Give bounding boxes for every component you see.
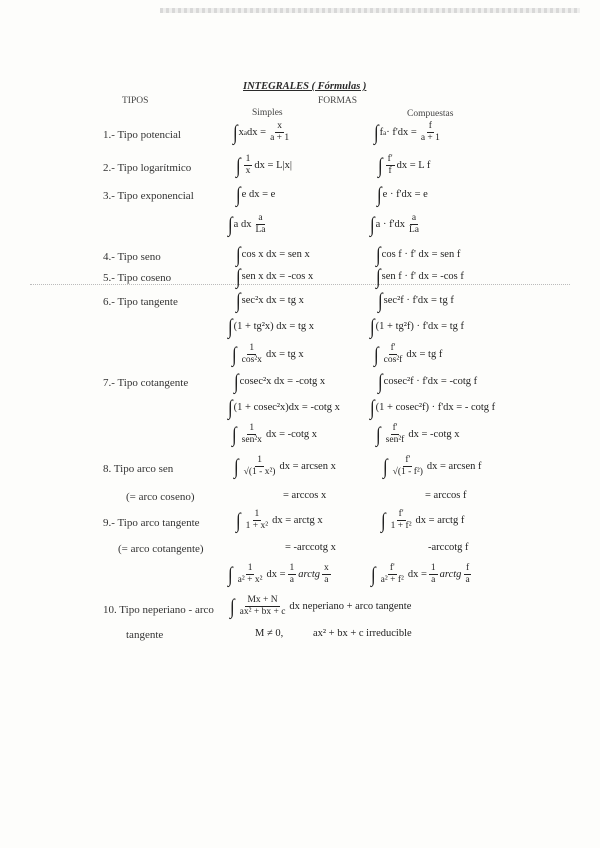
- fraction: Mx + N ax² + bx + c: [239, 595, 286, 617]
- formula-compuesta-cotangente: [378, 369, 478, 394]
- row-label-exponencial: 3.- Tipo exponencial: [103, 190, 194, 202]
- formula-compuesta-logaritmico: [378, 154, 430, 177]
- row-label-neperiano: 10. Tipo neperiano - arco: [103, 604, 214, 616]
- term: a dx: [233, 219, 252, 230]
- integral-sign: ∫: [233, 120, 238, 145]
- formula-compuesta-tangente: [378, 288, 454, 313]
- term: dx = L|x|: [254, 160, 292, 171]
- row-label-arcotangente: 9.- Tipo arco tangente: [103, 517, 200, 529]
- exp: a: [243, 128, 248, 137]
- integral-sign: ∫: [374, 120, 379, 145]
- formula-neperiano: [230, 595, 411, 618]
- fraction: 1 1 + x²: [245, 509, 269, 531]
- integral-sign: ∫: [230, 594, 235, 619]
- term: a · f'dx: [375, 219, 405, 230]
- fraction: $\frac{1}{a}$: [430, 563, 436, 585]
- integral-sign: ∫: [228, 212, 233, 237]
- integral-sign: ∫: [370, 212, 375, 237]
- term: cos f · f' dx = sen f: [381, 249, 461, 260]
- formula-simple-exponencial-a: [228, 213, 270, 236]
- fraction: f a: [465, 563, 470, 585]
- term: dx = L f: [396, 160, 431, 171]
- term: dx =: [266, 569, 286, 580]
- integral-sign: ∫: [377, 182, 382, 207]
- fraction: f' √(1 - f²): [392, 455, 423, 477]
- term: sen x dx = -cos x: [241, 271, 314, 282]
- term: dx = arcsen f: [426, 461, 482, 472]
- formula-compuesta-cotangente-3: [376, 423, 459, 446]
- fraction: x a: [324, 563, 329, 585]
- term: dx neperiano + arco tangente: [289, 601, 412, 612]
- term: dx = tg f: [406, 349, 443, 360]
- header-simples: Simples: [252, 108, 283, 118]
- formula-simple-exponencial: [236, 182, 276, 207]
- term: x: [238, 127, 244, 138]
- formula-simple-arcosen: [234, 455, 336, 478]
- integral-sign: ∫: [228, 314, 233, 339]
- integral-sign: ∫: [381, 508, 386, 533]
- term: cos x dx = sen x: [241, 249, 310, 260]
- header-formas: FORMAS: [318, 96, 358, 106]
- term: dx = arctg x: [272, 515, 323, 526]
- formula-simple-potencial: [233, 121, 293, 144]
- formula-compuesta-tangente-3: [374, 343, 442, 366]
- formula-simple-coseno: [236, 264, 314, 289]
- formula-compuesta-arccotg: -arccotg f: [428, 542, 469, 553]
- formula-compuesta-arcosen: [383, 455, 482, 478]
- row-label-neperiano-2: tangente: [126, 629, 164, 641]
- integral-sign: ∫: [371, 562, 376, 587]
- fraction: $\frac{f}{a + 1}$: [420, 121, 440, 143]
- fraction: $\frac{1}{a}$: [289, 563, 295, 585]
- formula-simple-cotangente-2: [228, 395, 340, 420]
- formula-simple-tangente-3: [232, 343, 304, 366]
- row-label-arcosen: 8. Tipo arco sen: [103, 463, 174, 475]
- fraction: 1 cos²x: [241, 343, 262, 365]
- row-sublabel-arcocotangente: (= arco cotangente): [118, 543, 204, 555]
- integral-sign: ∫: [234, 369, 239, 394]
- fraction: f' cos²f: [383, 343, 403, 365]
- row-label-potencial: 1.- Tipo potencial: [103, 129, 181, 141]
- row-sublabel-arcocoseno: (= arco coseno): [126, 491, 195, 503]
- integral-sign: ∫: [234, 454, 239, 479]
- integral-sign: ∫: [232, 422, 237, 447]
- condition-m: M ≠ 0,: [255, 628, 284, 639]
- row-label-logaritmico: 2.- Tipo logarítmico: [103, 162, 192, 174]
- formula-simple-seno: [236, 242, 310, 267]
- exp: a: [383, 128, 387, 137]
- fraction: 1 √(1 - x²): [243, 455, 276, 477]
- term: (1 + tg²x) dx = tg x: [233, 321, 314, 332]
- fraction: 1 x: [245, 154, 251, 176]
- formula-simple-arcotangente: [236, 509, 323, 532]
- fraction: $\frac{x}{a + 1}$: [270, 121, 290, 143]
- condition-irreducible: ax² + bx + c irreducible: [313, 628, 412, 639]
- term: cosec²f · f'dx = -cotg f: [383, 376, 478, 387]
- formula-compuesta-arcotangente-a: [371, 563, 474, 586]
- fraction: f' f: [387, 154, 393, 176]
- integral-sign: ∫: [232, 342, 237, 367]
- formula-simple-arccos: = arccos x: [283, 490, 327, 501]
- term: arctg: [439, 569, 462, 580]
- integral-sign: ∫: [378, 153, 383, 178]
- term: sec²f · f'dx = tg f: [383, 295, 454, 306]
- integral-sign: ∫: [236, 264, 241, 289]
- fraction: a La: [408, 213, 419, 235]
- fraction: a La: [255, 213, 266, 235]
- integral-sign: ∫: [376, 422, 381, 447]
- integral-sign: ∫: [376, 242, 381, 267]
- header-compuestas: Compuestas: [407, 109, 454, 119]
- term: dx =: [407, 569, 427, 580]
- integral-sign: ∫: [236, 242, 241, 267]
- term: (1 + cosec²x)dx = -cotg x: [233, 402, 340, 413]
- integral-sign: ∫: [374, 342, 379, 367]
- row-label-coseno: 5.- Tipo coseno: [103, 272, 172, 284]
- term: dx = tg x: [265, 349, 304, 360]
- formula-simple-arcotangente-a: [228, 563, 333, 586]
- integral-sign: ∫: [236, 508, 241, 533]
- term: cosec²x dx = -cotg x: [239, 376, 326, 387]
- fraction: f' sen²f: [385, 423, 405, 445]
- row-label-cotangente: 7.- Tipo cotangente: [103, 377, 189, 389]
- integral-sign: ∫: [236, 288, 241, 313]
- term: f: [379, 127, 384, 138]
- integral-sign: ∫: [383, 454, 388, 479]
- term: sen f · f' dx = -cos f: [381, 271, 464, 282]
- term: e dx = e: [241, 189, 276, 200]
- formula-simple-logaritmico: [236, 154, 292, 177]
- term: arctg: [298, 569, 321, 580]
- formula-compuesta-arccos: = arccos f: [425, 490, 467, 501]
- fraction: f' a² + f²: [380, 563, 404, 585]
- formula-simple-cotangente-3: [232, 423, 317, 446]
- integral-sign: ∫: [228, 562, 233, 587]
- term: e · f'dx = e: [382, 189, 428, 200]
- integral-sign: ∫: [370, 395, 375, 420]
- formula-compuesta-potencial: [374, 121, 444, 144]
- integral-sign: ∫: [378, 369, 383, 394]
- row-label-tangente: 6.- Tipo tangente: [103, 296, 178, 308]
- integral-sign: ∫: [236, 153, 241, 178]
- term: · f'dx =: [386, 127, 417, 138]
- term: (1 + cosec²f) · f'dx = - cotg f: [375, 402, 496, 413]
- header-tipos: TIPOS: [122, 96, 149, 106]
- term: dx = arctg f: [415, 515, 465, 526]
- formula-simple-tangente: [236, 288, 304, 313]
- term: sec²x dx = tg x: [241, 295, 304, 306]
- term: dx = arcsen x: [279, 461, 336, 472]
- formula-compuesta-exponencial: [377, 182, 428, 207]
- row-label-seno: 4.- Tipo seno: [103, 251, 161, 263]
- formula-compuesta-tangente-2: [370, 314, 464, 339]
- integral-sign: ∫: [228, 395, 233, 420]
- scan-artifact: [160, 8, 580, 13]
- formula-compuesta-cotangente-2: [370, 395, 496, 420]
- formula-compuesta-seno: [376, 242, 461, 267]
- formula-simple-arccotg: = -arccotg x: [285, 542, 336, 553]
- term: dx = -cotg x: [408, 429, 460, 440]
- formula-compuesta-coseno: [376, 264, 464, 289]
- formula-compuesta-arcotangente: [381, 509, 464, 532]
- formula-simple-tangente-2: [228, 314, 314, 339]
- term: (1 + tg²f) · f'dx = tg f: [375, 321, 464, 332]
- integral-sign: ∫: [236, 182, 241, 207]
- fraction: f' 1 + f²: [390, 509, 412, 531]
- integral-sign: ∫: [378, 288, 383, 313]
- page-title: INTEGRALES ( Fórmulas ): [243, 81, 367, 92]
- fraction: 1 sen²x: [241, 423, 262, 445]
- formula-simple-cotangente: [234, 369, 326, 394]
- fraction: 1 a² + x²: [237, 563, 263, 585]
- formula-compuesta-exponencial-a: [370, 213, 423, 236]
- term: dx = -cotg x: [265, 429, 318, 440]
- integral-sign: ∫: [370, 314, 375, 339]
- term: dx =: [247, 127, 267, 138]
- integral-sign: ∫: [376, 264, 381, 289]
